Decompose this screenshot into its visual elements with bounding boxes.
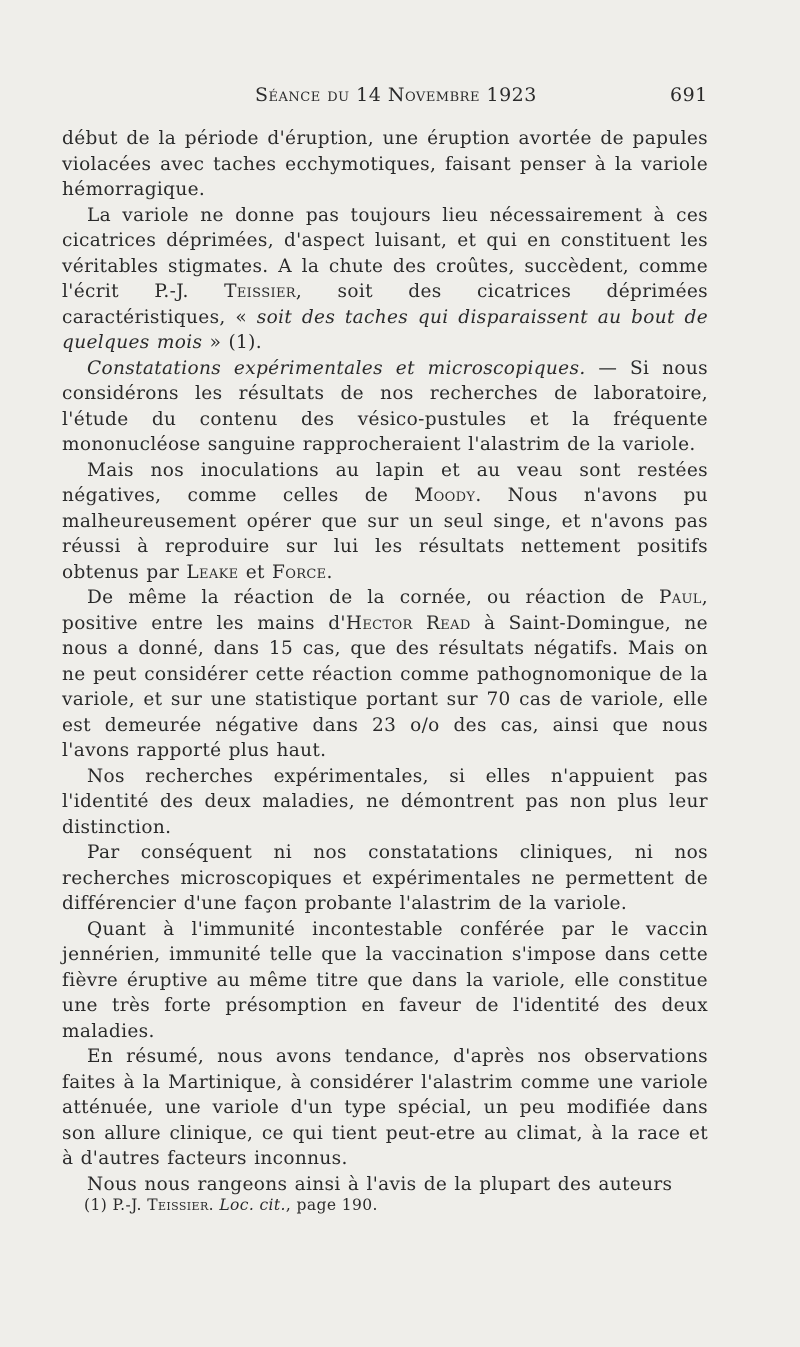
section-heading: Constatations expérimentales et microscopiques.: [87, 357, 586, 379]
author-name: Leake: [186, 561, 239, 583]
paragraph-4: Mais nos inoculations au lapin et au veau sont restées négatives, comme celles de Moody. Nous n'avons pu malheureusement opérer que sur un seul singe, et n'avons pas réussi à reproduire sur lui les résultats nettement positifs obtenus par Leake et Force.: [62, 459, 708, 583]
citation: Loc. cit.: [219, 1196, 286, 1214]
paragraph-7: Par conséquent ni nos constatations cliniques, ni nos recherches microscopiques et expérimentales ne permettent de différencier d'une façon probante l'alastrim de la variole.: [62, 842, 708, 914]
paragraph-1: début de la période d'éruption, une éruption avortée de papules violacées avec taches ecchymotiques, faisant penser à la variole hémorragique.: [62, 128, 708, 200]
paragraph-10: Nous nous rangeons ainsi à l'avis de la plupart des auteurs: [87, 1173, 673, 1195]
running-head: [0, 84, 800, 114]
paragraph-5: De même la réaction de la cornée, ou réaction de Paul, positive entre les mains d'Hector Read à Saint-Domingue, ne nous a donné, dans 15 cas, que des résultats négatifs. Mais on ne peut considérer cette réaction comme pathognomonique de la variole, et sur une statistique portant sur 70 cas de variole, elle est demeurée négative dans 23 o/o des cas, ainsi que nous l'avons rapporté plus haut.: [62, 587, 708, 761]
author-name: Paul: [658, 587, 702, 608]
author-name: Force: [272, 561, 327, 583]
page-number: 691: [670, 84, 708, 106]
paragraph-8: Quant à l'immunité incontestable conférée par le vaccin jennérien, immunité telle que la vaccination s'impose dans cette fièvre éruptive au même titre que dans la variole, elle constitue une très forte présomption en faveur de l'identité des deux maladies.: [62, 918, 708, 1042]
author-name: Moody: [414, 485, 476, 506]
running-title: Séance du 14 Novembre 1923: [255, 84, 537, 106]
author-name: Teissier: [224, 281, 296, 302]
author-name: Teissier: [147, 1196, 209, 1214]
paragraph-3: Constatations expérimentales et microscopiques. — Si nous considérons les résultats de nos recherches de laboratoire, l'étude du contenu des vésico-pustules et la fréquente mononucléose sanguine rapprocheraient l'alastrim de la variole.: [62, 357, 708, 455]
paragraph-9: En résumé, nous avons tendance, d'après nos observations faites à la Martinique, à considérer l'alastrim comme une variole atténuée, une variole d'un type spécial, un peu modifiée dans son allure clinique, ce qui tient peut-etre au climat, à la race et à d'autres facteurs inconnus.: [62, 1046, 708, 1169]
quotation: soit des taches qui disparaissent au bout de quelques mois: [62, 306, 709, 353]
paragraph-2: La variole ne donne pas toujours lieu nécessairement à ces cicatrices déprimées, d'aspect luisant, et qui en constituent les véritables stigmates. A la chute des croûtes, succèdent, comme l'écrit P.-J. Teissier, soit des cicatrices déprimées caractéristiques, « soit des taches qui disparaissent au bout de quelques mois » (1).: [62, 204, 709, 353]
paragraph-6: Nos recherches expérimentales, si elles n'appuient pas l'identité des deux maladies, ne démontrent pas non plus leur distinction.: [62, 765, 708, 838]
footnote: (1) P.-J. Teissier. Loc. cit., page 190.: [84, 1196, 378, 1214]
author-name: Hector Read: [345, 612, 471, 634]
body-text: [62, 126, 708, 1197]
